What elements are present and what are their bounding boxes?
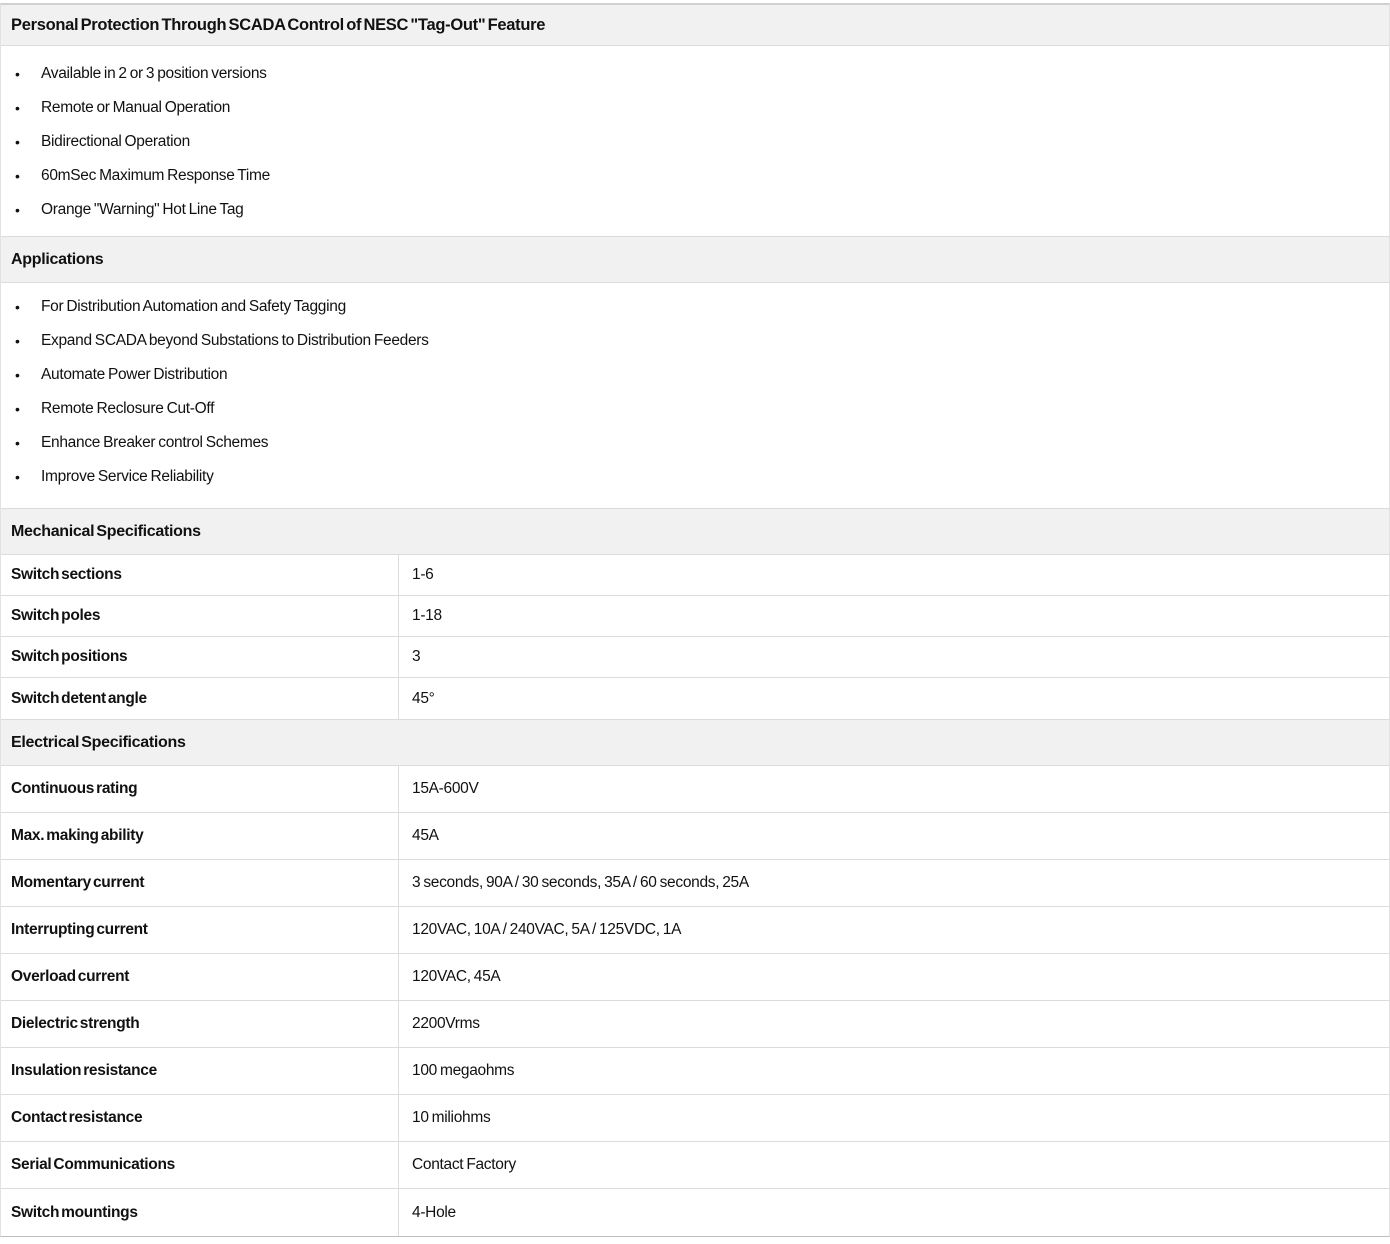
bullet-icon: •: [15, 299, 20, 315]
spec-label: Switch positions: [1, 637, 399, 677]
bullet-icon: •: [15, 100, 20, 116]
spec-value: 1-6: [412, 566, 434, 583]
feature-text: 60mSec Maximum Response Time: [41, 167, 270, 184]
table-row: [1, 678, 1389, 719]
table-row: [1, 954, 1389, 1001]
bullet-icon: •: [15, 66, 20, 82]
bullet-icon: •: [15, 469, 20, 485]
bullet-icon: •: [15, 401, 20, 417]
bullet-icon: •: [15, 202, 20, 218]
spec-value: 4-Hole: [412, 1203, 456, 1221]
list-item: [1, 392, 1389, 426]
spec-label: Momentary current: [1, 860, 399, 906]
spec-value: 1-18: [412, 607, 442, 624]
table-row: [1, 637, 1389, 678]
section-title-text: Applications: [11, 250, 104, 268]
spec-sheet: [0, 3, 1390, 1237]
list-item: [1, 91, 1389, 125]
application-text: Remote Reclosure Cut-Off: [41, 400, 215, 417]
applications-list: [1, 283, 1389, 508]
spec-label: Continuous rating: [1, 766, 399, 812]
list-item: [1, 358, 1389, 392]
spec-value: 3: [412, 648, 421, 665]
spec-value: Contact Factory: [412, 1156, 516, 1173]
spec-value: 3 seconds, 90A / 30 seconds, 35A / 60 seconds, 25A: [412, 874, 749, 891]
section-header-mechanical: [1, 508, 1389, 555]
list-item: [1, 57, 1389, 91]
table-row: [1, 1142, 1389, 1189]
spec-label: Contact resistance: [1, 1095, 399, 1141]
page-title: [1, 5, 1389, 46]
electrical-table: [1, 766, 1389, 1236]
application-text: For Distribution Automation and Safety Tagging: [41, 298, 346, 315]
bullet-icon: •: [15, 134, 20, 150]
list-item: [1, 324, 1389, 358]
table-row: [1, 1189, 1389, 1236]
list-item: [1, 193, 1389, 227]
spec-label: Switch detent angle: [1, 678, 399, 719]
spec-value: 10 miliohms: [412, 1109, 491, 1126]
spec-value: 45°: [412, 689, 435, 707]
bullet-icon: •: [15, 435, 20, 451]
table-row: [1, 1001, 1389, 1048]
spec-value: 120VAC, 10A / 240VAC, 5A / 125VDC, 1A: [412, 921, 682, 938]
table-row: [1, 813, 1389, 860]
spec-label: Switch mountings: [1, 1189, 399, 1236]
section-header-electrical: [1, 719, 1389, 766]
section-title-text: Mechanical Specifications: [11, 522, 201, 540]
table-row: [1, 907, 1389, 954]
spec-value: 120VAC, 45A: [412, 968, 501, 985]
spec-label: Serial Communications: [1, 1142, 399, 1188]
table-row: [1, 596, 1389, 637]
feature-text: Bidirectional Operation: [41, 133, 190, 150]
spec-value: 45A: [412, 827, 439, 844]
section-title-text: Electrical Specifications: [11, 733, 186, 751]
list-item: [1, 159, 1389, 193]
table-row: [1, 766, 1389, 813]
application-text: Enhance Breaker control Schemes: [41, 434, 269, 451]
spec-value: 100 megaohms: [412, 1062, 515, 1079]
table-row: [1, 1095, 1389, 1142]
application-text: Automate Power Distribution: [41, 366, 228, 383]
list-item: [1, 460, 1389, 494]
feature-text: Available in 2 or 3 position versions: [41, 65, 267, 82]
spec-label: Switch poles: [1, 596, 399, 636]
feature-text: Orange "Warning" Hot Line Tag: [41, 201, 244, 218]
table-row: [1, 860, 1389, 907]
bullet-icon: •: [15, 333, 20, 349]
mechanical-table: [1, 555, 1389, 719]
features-list: [1, 46, 1389, 236]
spec-value: 2200Vrms: [412, 1015, 480, 1032]
list-item: [1, 290, 1389, 324]
page-title-text: Personal Protection Through SCADA Control of NESC "Tag-Out" Feature: [11, 15, 546, 34]
bullet-icon: •: [15, 168, 20, 184]
table-row: [1, 1048, 1389, 1095]
spec-value: 15A-600V: [412, 780, 479, 797]
application-text: Expand SCADA beyond Substations to Distribution Feeders: [41, 332, 429, 349]
feature-text: Remote or Manual Operation: [41, 99, 231, 116]
list-item: [1, 125, 1389, 159]
spec-label: Insulation resistance: [1, 1048, 399, 1094]
spec-label: Switch sections: [1, 555, 399, 595]
spec-label: Dielectric strength: [1, 1001, 399, 1047]
bullet-icon: •: [15, 367, 20, 383]
application-text: Improve Service Reliability: [41, 468, 214, 485]
spec-label: Overload current: [1, 954, 399, 1000]
table-row: [1, 555, 1389, 596]
list-item: [1, 426, 1389, 460]
section-header-applications: [1, 236, 1389, 283]
spec-label: Max. making ability: [1, 813, 399, 859]
spec-label: Interrupting current: [1, 907, 399, 953]
